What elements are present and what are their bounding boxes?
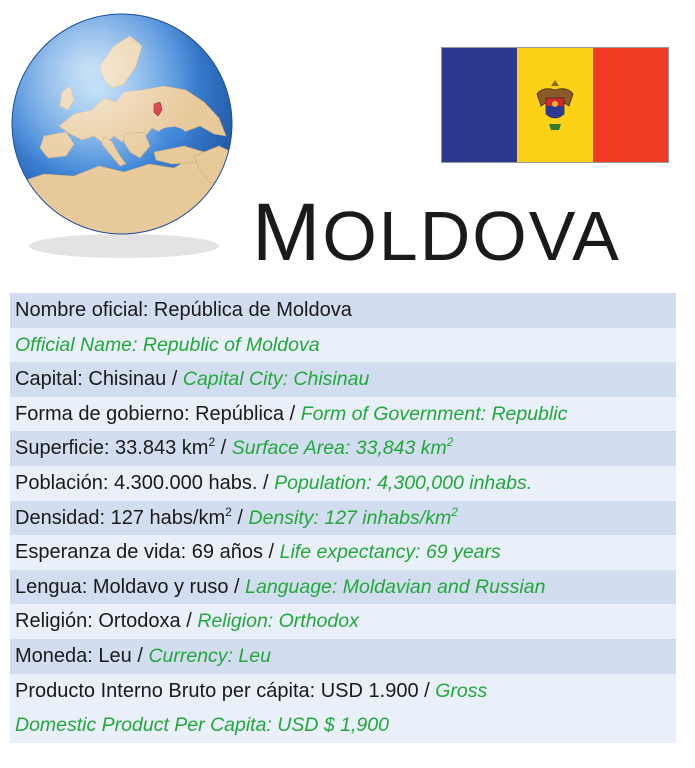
- row-label-es: Forma de gobierno: República: [15, 402, 285, 425]
- row-label-es: Producto Interno Bruto per cápita: USD 1.900: [15, 679, 419, 702]
- table-row: [10, 293, 676, 328]
- row-label-es: Esperanza de vida: 69 años: [15, 541, 263, 564]
- text-fragment: /: [180, 610, 198, 633]
- table-row: [10, 362, 676, 397]
- page-title: MOLDOVA: [252, 187, 621, 278]
- globe-illustration: [4, 6, 240, 262]
- row-label-en: Capital City: Chisinau: [182, 368, 370, 391]
- row-label-es: Nombre oficial: República de Moldova: [15, 299, 352, 321]
- text-fragment: /: [262, 541, 280, 564]
- superscript: 2: [225, 504, 232, 519]
- row-label-en: Religion: Orthodox: [197, 610, 359, 633]
- text-fragment: /: [257, 471, 275, 494]
- superscript: 2: [208, 435, 216, 450]
- row-label-es: Religión: Ortodoxa: [15, 610, 181, 633]
- text-fragment: /: [284, 402, 301, 425]
- superscript: 2: [446, 435, 454, 450]
- table-row: [10, 328, 676, 363]
- row-label-en: Life expectancy: 69 years: [279, 541, 501, 564]
- row-label-en: Language: Moldavian and Russian: [245, 575, 546, 598]
- row-label-es: Población: 4.300.000 habs.: [15, 471, 258, 494]
- text-fragment: /: [418, 679, 436, 702]
- row-label-en: Surface Area: 33,843 km: [231, 437, 447, 460]
- text-fragment: [232, 437, 454, 459]
- row-label-es: Lengua: Moldavo y ruso: [15, 575, 229, 598]
- coat-of-arms-icon: [533, 76, 577, 134]
- text-fragment: /: [215, 437, 232, 460]
- table-row: [10, 501, 676, 536]
- flag-yellow-band: [517, 48, 592, 162]
- row-label-en: Official Name: Republic of Moldova: [15, 333, 320, 356]
- row-label-es: Superficie: 33.843 km: [15, 437, 209, 460]
- row-label-en: Form of Government: Republic: [300, 402, 568, 425]
- row-label-en: Currency: Leu: [148, 644, 271, 667]
- text-fragment: [248, 504, 458, 529]
- row-label-en: Gross: [435, 679, 488, 702]
- table-row: [10, 639, 676, 674]
- text-fragment: /: [228, 575, 246, 598]
- row-label-en: Density: 127 inhabs/km: [248, 506, 452, 529]
- row-label-es: Densidad: 127 habs/km: [15, 506, 226, 529]
- text-fragment: /: [231, 506, 249, 529]
- text-fragment: /: [131, 644, 149, 667]
- text-fragment: /: [166, 368, 183, 391]
- table-row: [10, 535, 676, 570]
- superscript: 2: [451, 504, 458, 519]
- table-row: [10, 431, 676, 466]
- row-label-es: Moneda: Leu: [15, 644, 132, 667]
- row-label-en: Population: 4,300,000 inhabs.: [274, 471, 533, 494]
- moldova-flag: [441, 47, 669, 163]
- table-row: [10, 466, 676, 501]
- info-table: [10, 293, 676, 743]
- flag-red-band: [593, 48, 668, 162]
- table-row: [10, 397, 676, 432]
- table-row: [10, 570, 676, 605]
- table-row: [10, 674, 676, 743]
- flag-blue-band: [442, 48, 517, 162]
- globe-icon: [4, 6, 240, 262]
- row-label-es: Capital: Chisinau: [15, 368, 167, 391]
- table-row: [10, 604, 676, 639]
- row-label-en: Domestic Product Per Capita: USD $ 1,900: [15, 714, 389, 737]
